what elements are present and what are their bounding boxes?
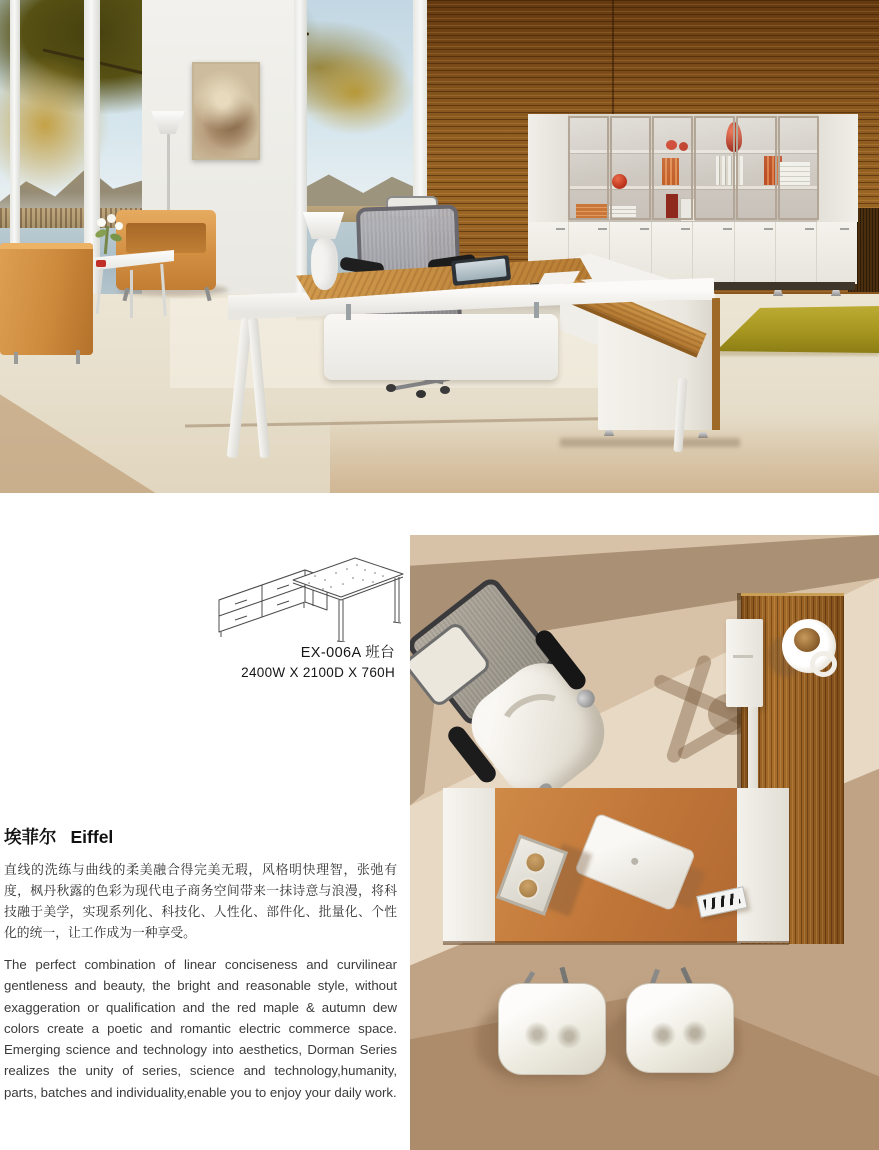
cabinet-door bbox=[735, 222, 776, 282]
glass-door bbox=[694, 116, 735, 220]
chair-caster bbox=[440, 386, 450, 394]
return-cabinet-wood-side bbox=[712, 298, 720, 430]
product-dimensions: 2400W X 2100D X 760H bbox=[241, 665, 395, 680]
chair-leg bbox=[14, 352, 18, 364]
glass-door bbox=[568, 116, 609, 220]
tablet-screen bbox=[455, 258, 507, 281]
glass-door bbox=[778, 116, 819, 220]
cabinet-door bbox=[693, 222, 735, 282]
drawer-handle-slot bbox=[733, 655, 753, 658]
bookcase-glass-region bbox=[568, 116, 817, 222]
intro-text-block bbox=[4, 824, 397, 1103]
stool-top-view bbox=[626, 983, 734, 1073]
door-handle bbox=[723, 228, 732, 230]
cup-handle bbox=[810, 651, 837, 677]
chair-caster bbox=[386, 384, 396, 392]
glass-door bbox=[610, 116, 651, 220]
pen-marks bbox=[703, 892, 741, 910]
door-handle bbox=[640, 228, 649, 230]
door-handle bbox=[764, 228, 773, 230]
description-chinese: 直线的洗练与曲线的柔美融合得完美无瑕，风格明快理智，张弛有度，枫丹秋露的色彩为现代电子商务空间带来一抹诗意与浪漫，将科技融于美学，实现系列化、科技化、人性化、部件化、批量化、个性化的统一，让工作成为一种享受。 bbox=[4, 862, 397, 940]
chair-leg bbox=[76, 350, 80, 364]
flower-bloom bbox=[97, 218, 106, 227]
return-cabinet-shadow bbox=[560, 438, 740, 447]
floor-lamp-pole bbox=[167, 130, 170, 214]
window-frame bbox=[294, 0, 307, 296]
product-line-drawing bbox=[205, 540, 405, 642]
description-english: The perfect combination of linear conciseness and curvilinear gentleness and beauty, the bright and reasonable style, without exaggeration or qualification and the red maple & autumn dew colors create a poetic and romantic electric commerce space. Emerging science and technology into aesthetics, Dorman Series realizes the unity of series, science and technology,humanity, parts, batches and individuality,enable you to enjoy your daily work. bbox=[4, 957, 397, 1100]
red-cup bbox=[96, 260, 106, 267]
panel-bracket bbox=[346, 304, 351, 320]
series-title bbox=[4, 824, 397, 849]
tree-foliage-gold-right bbox=[295, 50, 415, 135]
coffee-cup-top-view bbox=[782, 619, 836, 673]
door-handle bbox=[681, 228, 690, 230]
top-view-photo bbox=[410, 535, 879, 1150]
stool-top-view bbox=[498, 983, 606, 1075]
desk-right-panel-top-view bbox=[737, 788, 789, 943]
cabinet-drawer-unit bbox=[726, 619, 763, 707]
desk-modesty-panel bbox=[324, 314, 558, 380]
door-handle bbox=[598, 228, 607, 230]
bookcase-left-column bbox=[528, 114, 569, 222]
tray-knob bbox=[514, 874, 542, 902]
wall-artwork bbox=[192, 62, 260, 160]
door-handle bbox=[556, 228, 565, 230]
flower-bloom bbox=[107, 214, 116, 223]
cabinet-door bbox=[776, 222, 817, 282]
product-code: EX-006A 班台 bbox=[300, 645, 395, 661]
laptop-logo-dot bbox=[630, 857, 639, 866]
door-handle bbox=[840, 228, 849, 230]
chair-caster bbox=[416, 390, 426, 398]
tray-knob bbox=[521, 848, 549, 876]
bookcase-right-column bbox=[817, 114, 858, 222]
glass-door bbox=[736, 116, 777, 220]
coffee-surface bbox=[794, 628, 820, 652]
cabinet-door bbox=[652, 222, 693, 282]
bookcase-foot bbox=[831, 290, 841, 296]
table-leg bbox=[130, 270, 133, 318]
lounge-chair-front bbox=[0, 243, 93, 355]
cabinet-door bbox=[817, 222, 857, 282]
door-handle bbox=[805, 228, 814, 230]
desk-left-panel-top-view bbox=[443, 788, 495, 943]
chair-top-edge bbox=[0, 243, 93, 249]
bookcase-foot bbox=[773, 290, 783, 296]
office-scene-photo bbox=[0, 0, 879, 493]
product-caption bbox=[150, 641, 395, 680]
flower-bloom bbox=[115, 222, 123, 230]
panel-bracket bbox=[534, 302, 539, 318]
table-lamp-body bbox=[311, 238, 338, 290]
series-title-en: Eiffel bbox=[70, 827, 114, 847]
series-title-cn: 埃菲尔 bbox=[4, 827, 57, 847]
lounge-chair-seat bbox=[126, 223, 206, 253]
desk-bottom-edge bbox=[443, 941, 789, 945]
glass-door bbox=[652, 116, 693, 220]
